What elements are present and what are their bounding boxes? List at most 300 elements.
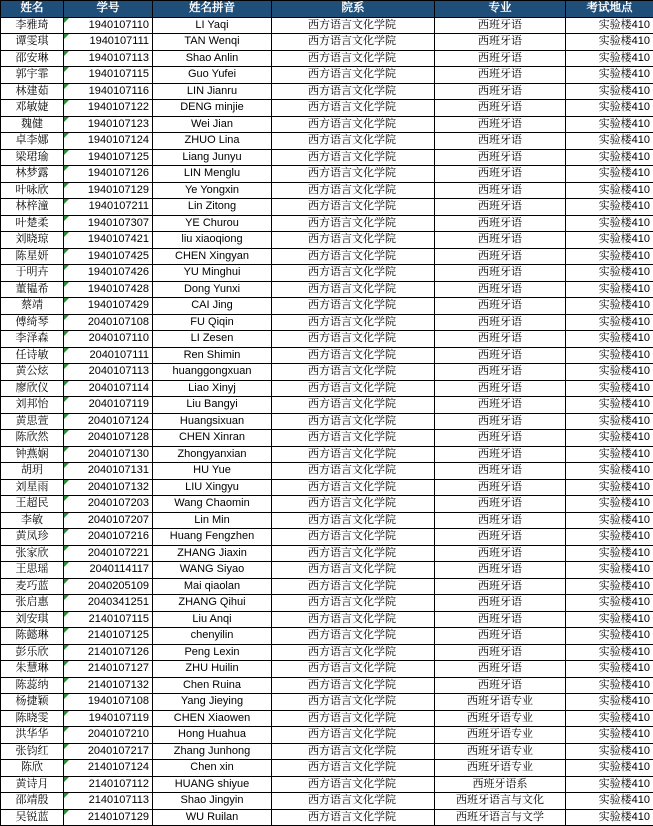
exam-location-cell[interactable]: 实验楼410 xyxy=(566,479,653,496)
name-cell[interactable]: 陈欣 xyxy=(1,760,64,777)
student-id-cell[interactable]: 1940107129 xyxy=(64,182,153,199)
major-cell[interactable]: 西班牙语 xyxy=(435,380,566,397)
name-cell[interactable]: 胡玥 xyxy=(1,463,64,480)
department-cell[interactable]: 西方语言文化学院 xyxy=(272,281,435,298)
student-id-cell[interactable]: 2140107112 xyxy=(64,776,153,793)
department-cell[interactable]: 西方语言文化学院 xyxy=(272,496,435,513)
exam-location-cell[interactable]: 实验楼410 xyxy=(566,199,653,216)
pinyin-cell[interactable]: Lin Zitong xyxy=(153,199,272,216)
name-cell[interactable]: 任诗敏 xyxy=(1,347,64,364)
department-cell[interactable]: 西方语言文化学院 xyxy=(272,199,435,216)
department-cell[interactable]: 西方语言文化学院 xyxy=(272,265,435,282)
pinyin-cell[interactable]: Guo Yufei xyxy=(153,67,272,84)
name-cell[interactable]: 林梦露 xyxy=(1,166,64,183)
student-id-cell[interactable]: 2040107124 xyxy=(64,413,153,430)
name-cell[interactable]: 黄公炫 xyxy=(1,364,64,381)
department-cell[interactable]: 西方语言文化学院 xyxy=(272,83,435,100)
pinyin-cell[interactable]: LIU Xingyu xyxy=(153,479,272,496)
pinyin-cell[interactable]: WU Ruilan xyxy=(153,809,272,826)
student-id-cell[interactable]: 2040107216 xyxy=(64,529,153,546)
exam-location-cell[interactable]: 实验楼410 xyxy=(566,347,653,364)
department-cell[interactable]: 西方语言文化学院 xyxy=(272,628,435,645)
exam-location-cell[interactable]: 实验楼410 xyxy=(566,512,653,529)
major-cell[interactable]: 西班牙语 xyxy=(435,413,566,430)
major-cell[interactable]: 西班牙语 xyxy=(435,545,566,562)
name-cell[interactable]: 杨捷颖 xyxy=(1,694,64,711)
header-department[interactable]: 院系 xyxy=(272,1,435,18)
name-cell[interactable]: 陈星妍 xyxy=(1,248,64,265)
major-cell[interactable]: 西班牙语 xyxy=(435,248,566,265)
major-cell[interactable]: 西班牙语 xyxy=(435,100,566,117)
major-cell[interactable]: 西班牙语 xyxy=(435,661,566,678)
department-cell[interactable]: 西方语言文化学院 xyxy=(272,347,435,364)
student-id-cell[interactable]: 2040107130 xyxy=(64,446,153,463)
student-id-cell[interactable]: 2040107108 xyxy=(64,314,153,331)
department-cell[interactable]: 西方语言文化学院 xyxy=(272,397,435,414)
department-cell[interactable]: 西方语言文化学院 xyxy=(272,215,435,232)
pinyin-cell[interactable]: Chen xin xyxy=(153,760,272,777)
name-cell[interactable]: 洪华华 xyxy=(1,727,64,744)
pinyin-cell[interactable]: Wei Jian xyxy=(153,116,272,133)
department-cell[interactable]: 西方语言文化学院 xyxy=(272,760,435,777)
department-cell[interactable]: 西方语言文化学院 xyxy=(272,727,435,744)
department-cell[interactable]: 西方语言文化学院 xyxy=(272,463,435,480)
name-cell[interactable]: 李雅琦 xyxy=(1,17,64,34)
exam-location-cell[interactable]: 实验楼410 xyxy=(566,83,653,100)
name-cell[interactable]: 黄思萱 xyxy=(1,413,64,430)
student-id-cell[interactable]: 2040107203 xyxy=(64,496,153,513)
exam-location-cell[interactable]: 实验楼410 xyxy=(566,545,653,562)
student-id-cell[interactable]: 2140107132 xyxy=(64,677,153,694)
name-cell[interactable]: 朱慧琳 xyxy=(1,661,64,678)
student-id-cell[interactable]: 1940107113 xyxy=(64,50,153,67)
major-cell[interactable]: 西班牙语 xyxy=(435,578,566,595)
pinyin-cell[interactable]: Yang Jieying xyxy=(153,694,272,711)
major-cell[interactable]: 西班牙语 xyxy=(435,397,566,414)
name-cell[interactable]: 黄诗月 xyxy=(1,776,64,793)
exam-location-cell[interactable]: 实验楼410 xyxy=(566,116,653,133)
exam-location-cell[interactable]: 实验楼410 xyxy=(566,760,653,777)
student-id-cell[interactable]: 2040107128 xyxy=(64,430,153,447)
name-cell[interactable]: 吴锐蓝 xyxy=(1,809,64,826)
student-id-cell[interactable]: 1940107123 xyxy=(64,116,153,133)
pinyin-cell[interactable]: Liu Bangyi xyxy=(153,397,272,414)
student-id-cell[interactable]: 1940107429 xyxy=(64,298,153,315)
major-cell[interactable]: 西班牙语 xyxy=(435,479,566,496)
name-cell[interactable]: 钟燕娴 xyxy=(1,446,64,463)
pinyin-cell[interactable]: LI Zesen xyxy=(153,331,272,348)
student-id-cell[interactable]: 2140107129 xyxy=(64,809,153,826)
student-id-cell[interactable]: 1940107124 xyxy=(64,133,153,150)
major-cell[interactable]: 西班牙语 xyxy=(435,265,566,282)
major-cell[interactable]: 西班牙语 xyxy=(435,628,566,645)
header-exam-location[interactable]: 考试地点 xyxy=(566,1,653,18)
pinyin-cell[interactable]: Mai qiaolan xyxy=(153,578,272,595)
exam-location-cell[interactable]: 实验楼410 xyxy=(566,463,653,480)
exam-location-cell[interactable]: 实验楼410 xyxy=(566,265,653,282)
student-id-cell[interactable]: 2040107114 xyxy=(64,380,153,397)
student-id-cell[interactable]: 2040107207 xyxy=(64,512,153,529)
major-cell[interactable]: 西班牙语 xyxy=(435,446,566,463)
student-id-cell[interactable]: 2040107210 xyxy=(64,727,153,744)
exam-location-cell[interactable]: 实验楼410 xyxy=(566,248,653,265)
major-cell[interactable]: 西班牙语 xyxy=(435,595,566,612)
major-cell[interactable]: 西班牙语 xyxy=(435,562,566,579)
major-cell[interactable]: 西班牙语 xyxy=(435,232,566,249)
name-cell[interactable]: 黄凤珍 xyxy=(1,529,64,546)
major-cell[interactable]: 西班牙语 xyxy=(435,83,566,100)
major-cell[interactable]: 西班牙语 xyxy=(435,17,566,34)
pinyin-cell[interactable]: Liang Junyu xyxy=(153,149,272,166)
major-cell[interactable]: 西班牙语言与文学 xyxy=(435,809,566,826)
department-cell[interactable]: 西方语言文化学院 xyxy=(272,694,435,711)
department-cell[interactable]: 西方语言文化学院 xyxy=(272,793,435,810)
pinyin-cell[interactable]: YU Minghui xyxy=(153,265,272,282)
exam-location-cell[interactable]: 实验楼410 xyxy=(566,710,653,727)
pinyin-cell[interactable]: CHEN Xingyan xyxy=(153,248,272,265)
major-cell[interactable]: 西班牙语专业 xyxy=(435,710,566,727)
department-cell[interactable]: 西方语言文化学院 xyxy=(272,116,435,133)
major-cell[interactable]: 西班牙语 xyxy=(435,182,566,199)
pinyin-cell[interactable]: Zhang Junhong xyxy=(153,743,272,760)
department-cell[interactable]: 西方语言文化学院 xyxy=(272,776,435,793)
name-cell[interactable]: 陈欣然 xyxy=(1,430,64,447)
pinyin-cell[interactable]: CHEN Xinran xyxy=(153,430,272,447)
exam-location-cell[interactable]: 实验楼410 xyxy=(566,611,653,628)
department-cell[interactable]: 西方语言文化学院 xyxy=(272,446,435,463)
major-cell[interactable]: 西班牙语 xyxy=(435,298,566,315)
pinyin-cell[interactable]: CAI Jing xyxy=(153,298,272,315)
exam-location-cell[interactable]: 实验楼410 xyxy=(566,628,653,645)
student-id-cell[interactable]: 1940107116 xyxy=(64,83,153,100)
pinyin-cell[interactable]: Huangsixuan xyxy=(153,413,272,430)
pinyin-cell[interactable]: Peng Lexin xyxy=(153,644,272,661)
student-id-cell[interactable]: 2040205109 xyxy=(64,578,153,595)
exam-location-cell[interactable]: 实验楼410 xyxy=(566,133,653,150)
major-cell[interactable]: 西班牙语 xyxy=(435,331,566,348)
major-cell[interactable]: 西班牙语 xyxy=(435,281,566,298)
header-name[interactable]: 姓名 xyxy=(1,1,64,18)
major-cell[interactable]: 西班牙语 xyxy=(435,463,566,480)
student-id-cell[interactable]: 2040107131 xyxy=(64,463,153,480)
student-id-cell[interactable]: 2140107115 xyxy=(64,611,153,628)
student-id-cell[interactable]: 1940107428 xyxy=(64,281,153,298)
student-id-cell[interactable]: 1940107125 xyxy=(64,149,153,166)
department-cell[interactable]: 西方语言文化学院 xyxy=(272,166,435,183)
student-id-cell[interactable]: 2040107132 xyxy=(64,479,153,496)
student-id-cell[interactable]: 2040107119 xyxy=(64,397,153,414)
exam-location-cell[interactable]: 实验楼410 xyxy=(566,67,653,84)
name-cell[interactable]: 梁珺瑜 xyxy=(1,149,64,166)
major-cell[interactable]: 西班牙语专业 xyxy=(435,760,566,777)
student-id-cell[interactable]: 1940107115 xyxy=(64,67,153,84)
exam-location-cell[interactable]: 实验楼410 xyxy=(566,743,653,760)
major-cell[interactable]: 西班牙语 xyxy=(435,364,566,381)
department-cell[interactable]: 西方语言文化学院 xyxy=(272,710,435,727)
student-id-cell[interactable]: 2040107113 xyxy=(64,364,153,381)
exam-location-cell[interactable]: 实验楼410 xyxy=(566,446,653,463)
exam-location-cell[interactable]: 实验楼410 xyxy=(566,413,653,430)
department-cell[interactable]: 西方语言文化学院 xyxy=(272,100,435,117)
exam-location-cell[interactable]: 实验楼410 xyxy=(566,496,653,513)
header-pinyin[interactable]: 姓名拼音 xyxy=(153,1,272,18)
name-cell[interactable]: 叶咏欣 xyxy=(1,182,64,199)
major-cell[interactable]: 西班牙语专业 xyxy=(435,727,566,744)
name-cell[interactable]: 张家欣 xyxy=(1,545,64,562)
pinyin-cell[interactable]: ZHANG Qihui xyxy=(153,595,272,612)
name-cell[interactable]: 李敏 xyxy=(1,512,64,529)
name-cell[interactable]: 刘安琪 xyxy=(1,611,64,628)
department-cell[interactable]: 西方语言文化学院 xyxy=(272,677,435,694)
department-cell[interactable]: 西方语言文化学院 xyxy=(272,644,435,661)
major-cell[interactable]: 西班牙语 xyxy=(435,215,566,232)
major-cell[interactable]: 西班牙语 xyxy=(435,496,566,513)
name-cell[interactable]: 魏健 xyxy=(1,116,64,133)
exam-location-cell[interactable]: 实验楼410 xyxy=(566,232,653,249)
pinyin-cell[interactable]: LIN Menglu xyxy=(153,166,272,183)
name-cell[interactable]: 刘星雨 xyxy=(1,479,64,496)
major-cell[interactable]: 西班牙语 xyxy=(435,512,566,529)
header-major[interactable]: 专业 xyxy=(435,1,566,18)
pinyin-cell[interactable]: LIN Jianru xyxy=(153,83,272,100)
major-cell[interactable]: 西班牙语 xyxy=(435,644,566,661)
exam-location-cell[interactable]: 实验楼410 xyxy=(566,364,653,381)
exam-location-cell[interactable]: 实验楼410 xyxy=(566,776,653,793)
name-cell[interactable]: 刘晓琼 xyxy=(1,232,64,249)
major-cell[interactable]: 西班牙语 xyxy=(435,166,566,183)
department-cell[interactable]: 西方语言文化学院 xyxy=(272,562,435,579)
pinyin-cell[interactable]: Liu Anqi xyxy=(153,611,272,628)
pinyin-cell[interactable]: LI Yaqi xyxy=(153,17,272,34)
department-cell[interactable]: 西方语言文化学院 xyxy=(272,529,435,546)
pinyin-cell[interactable]: Ye Yongxin xyxy=(153,182,272,199)
major-cell[interactable]: 西班牙语 xyxy=(435,611,566,628)
department-cell[interactable]: 西方语言文化学院 xyxy=(272,248,435,265)
major-cell[interactable]: 西班牙语 xyxy=(435,430,566,447)
name-cell[interactable]: 王超民 xyxy=(1,496,64,513)
student-id-cell[interactable]: 1940107122 xyxy=(64,100,153,117)
name-cell[interactable]: 邵靖殷 xyxy=(1,793,64,810)
department-cell[interactable]: 西方语言文化学院 xyxy=(272,34,435,51)
student-id-cell[interactable]: 1940107425 xyxy=(64,248,153,265)
major-cell[interactable]: 西班牙语专业 xyxy=(435,694,566,711)
exam-location-cell[interactable]: 实验楼410 xyxy=(566,215,653,232)
pinyin-cell[interactable]: Shao Anlin xyxy=(153,50,272,67)
exam-location-cell[interactable]: 实验楼410 xyxy=(566,100,653,117)
exam-location-cell[interactable]: 实验楼410 xyxy=(566,17,653,34)
major-cell[interactable]: 西班牙语 xyxy=(435,67,566,84)
department-cell[interactable]: 西方语言文化学院 xyxy=(272,364,435,381)
name-cell[interactable]: 董韫希 xyxy=(1,281,64,298)
exam-location-cell[interactable]: 实验楼410 xyxy=(566,809,653,826)
exam-location-cell[interactable]: 实验楼410 xyxy=(566,727,653,744)
name-cell[interactable]: 陈晓雯 xyxy=(1,710,64,727)
major-cell[interactable]: 西班牙语 xyxy=(435,149,566,166)
exam-location-cell[interactable]: 实验楼410 xyxy=(566,281,653,298)
student-id-cell[interactable]: 2140107113 xyxy=(64,793,153,810)
department-cell[interactable]: 西方语言文化学院 xyxy=(272,545,435,562)
name-cell[interactable]: 叶楚柔 xyxy=(1,215,64,232)
student-id-cell[interactable]: 2140107126 xyxy=(64,644,153,661)
department-cell[interactable]: 西方语言文化学院 xyxy=(272,314,435,331)
pinyin-cell[interactable]: YE Churou xyxy=(153,215,272,232)
department-cell[interactable]: 西方语言文化学院 xyxy=(272,67,435,84)
student-id-cell[interactable]: 1940107110 xyxy=(64,17,153,34)
pinyin-cell[interactable]: CHEN Xiaowen xyxy=(153,710,272,727)
student-id-cell[interactable]: 2040114117 xyxy=(64,562,153,579)
pinyin-cell[interactable]: FU Qiqin xyxy=(153,314,272,331)
exam-location-cell[interactable]: 实验楼410 xyxy=(566,34,653,51)
exam-location-cell[interactable]: 实验楼410 xyxy=(566,562,653,579)
pinyin-cell[interactable]: Zhongyanxian xyxy=(153,446,272,463)
exam-location-cell[interactable]: 实验楼410 xyxy=(566,694,653,711)
student-id-cell[interactable]: 2040107217 xyxy=(64,743,153,760)
pinyin-cell[interactable]: Shao Jingyin xyxy=(153,793,272,810)
student-id-cell[interactable]: 1940107426 xyxy=(64,265,153,282)
department-cell[interactable]: 西方语言文化学院 xyxy=(272,479,435,496)
exam-location-cell[interactable]: 实验楼410 xyxy=(566,314,653,331)
pinyin-cell[interactable]: Liao Xinyj xyxy=(153,380,272,397)
exam-location-cell[interactable]: 实验楼410 xyxy=(566,595,653,612)
student-id-cell[interactable]: 2040107110 xyxy=(64,331,153,348)
name-cell[interactable]: 卓李娜 xyxy=(1,133,64,150)
pinyin-cell[interactable]: Chen Ruina xyxy=(153,677,272,694)
student-id-cell[interactable]: 2140107127 xyxy=(64,661,153,678)
pinyin-cell[interactable]: HU Yue xyxy=(153,463,272,480)
department-cell[interactable]: 西方语言文化学院 xyxy=(272,149,435,166)
name-cell[interactable]: 邵安琳 xyxy=(1,50,64,67)
pinyin-cell[interactable]: Dong Yunxi xyxy=(153,281,272,298)
major-cell[interactable]: 西班牙语 xyxy=(435,314,566,331)
student-id-cell[interactable]: 2040107221 xyxy=(64,545,153,562)
exam-location-cell[interactable]: 实验楼410 xyxy=(566,430,653,447)
pinyin-cell[interactable]: TAN Wenqi xyxy=(153,34,272,51)
header-student-id[interactable]: 学号 xyxy=(64,1,153,18)
department-cell[interactable]: 西方语言文化学院 xyxy=(272,182,435,199)
name-cell[interactable]: 李泽森 xyxy=(1,331,64,348)
student-id-cell[interactable]: 1940107108 xyxy=(64,694,153,711)
pinyin-cell[interactable]: DENG minjie xyxy=(153,100,272,117)
name-cell[interactable]: 郭宇霏 xyxy=(1,67,64,84)
name-cell[interactable]: 傅绮琴 xyxy=(1,314,64,331)
pinyin-cell[interactable]: huanggongxuan xyxy=(153,364,272,381)
department-cell[interactable]: 西方语言文化学院 xyxy=(272,133,435,150)
pinyin-cell[interactable]: Lin Min xyxy=(153,512,272,529)
major-cell[interactable]: 西班牙语 xyxy=(435,347,566,364)
exam-location-cell[interactable]: 实验楼410 xyxy=(566,380,653,397)
exam-location-cell[interactable]: 实验楼410 xyxy=(566,578,653,595)
exam-location-cell[interactable]: 实验楼410 xyxy=(566,182,653,199)
exam-location-cell[interactable]: 实验楼410 xyxy=(566,529,653,546)
exam-location-cell[interactable]: 实验楼410 xyxy=(566,298,653,315)
department-cell[interactable]: 西方语言文化学院 xyxy=(272,578,435,595)
exam-location-cell[interactable]: 实验楼410 xyxy=(566,793,653,810)
student-id-cell[interactable]: 2040341251 xyxy=(64,595,153,612)
major-cell[interactable]: 西班牙语系 xyxy=(435,776,566,793)
pinyin-cell[interactable]: ZHU Huilin xyxy=(153,661,272,678)
pinyin-cell[interactable]: Wang Chaomin xyxy=(153,496,272,513)
exam-location-cell[interactable]: 实验楼410 xyxy=(566,677,653,694)
department-cell[interactable]: 西方语言文化学院 xyxy=(272,50,435,67)
name-cell[interactable]: 张钧红 xyxy=(1,743,64,760)
exam-location-cell[interactable]: 实验楼410 xyxy=(566,397,653,414)
department-cell[interactable]: 西方语言文化学院 xyxy=(272,743,435,760)
department-cell[interactable]: 西方语言文化学院 xyxy=(272,413,435,430)
name-cell[interactable]: 刘邦怡 xyxy=(1,397,64,414)
major-cell[interactable]: 西班牙语言与文化 xyxy=(435,793,566,810)
name-cell[interactable]: 林建茹 xyxy=(1,83,64,100)
pinyin-cell[interactable]: ZHUO Lina xyxy=(153,133,272,150)
exam-location-cell[interactable]: 实验楼410 xyxy=(566,166,653,183)
major-cell[interactable]: 西班牙语专业 xyxy=(435,743,566,760)
exam-location-cell[interactable]: 实验楼410 xyxy=(566,661,653,678)
exam-location-cell[interactable]: 实验楼410 xyxy=(566,149,653,166)
pinyin-cell[interactable]: liu xiaoqiong xyxy=(153,232,272,249)
name-cell[interactable]: 陈蕊纳 xyxy=(1,677,64,694)
pinyin-cell[interactable]: Huang Fengzhen xyxy=(153,529,272,546)
exam-location-cell[interactable]: 实验楼410 xyxy=(566,50,653,67)
department-cell[interactable]: 西方语言文化学院 xyxy=(272,17,435,34)
pinyin-cell[interactable]: Ren Shimin xyxy=(153,347,272,364)
student-id-cell[interactable]: 1940107421 xyxy=(64,232,153,249)
pinyin-cell[interactable]: HUANG shiyue xyxy=(153,776,272,793)
pinyin-cell[interactable]: WANG Siyao xyxy=(153,562,272,579)
major-cell[interactable]: 西班牙语 xyxy=(435,677,566,694)
department-cell[interactable]: 西方语言文化学院 xyxy=(272,331,435,348)
department-cell[interactable]: 西方语言文化学院 xyxy=(272,430,435,447)
student-id-cell[interactable]: 1940107126 xyxy=(64,166,153,183)
student-id-cell[interactable]: 1940107307 xyxy=(64,215,153,232)
name-cell[interactable]: 蔡靖 xyxy=(1,298,64,315)
department-cell[interactable]: 西方语言文化学院 xyxy=(272,809,435,826)
name-cell[interactable]: 廖欣仪 xyxy=(1,380,64,397)
name-cell[interactable]: 谭雯琪 xyxy=(1,34,64,51)
department-cell[interactable]: 西方语言文化学院 xyxy=(272,611,435,628)
exam-location-cell[interactable]: 实验楼410 xyxy=(566,644,653,661)
name-cell[interactable]: 彭乐欣 xyxy=(1,644,64,661)
department-cell[interactable]: 西方语言文化学院 xyxy=(272,595,435,612)
exam-location-cell[interactable]: 实验楼410 xyxy=(566,331,653,348)
major-cell[interactable]: 西班牙语 xyxy=(435,116,566,133)
name-cell[interactable]: 于明卉 xyxy=(1,265,64,282)
major-cell[interactable]: 西班牙语 xyxy=(435,50,566,67)
name-cell[interactable]: 张启惠 xyxy=(1,595,64,612)
pinyin-cell[interactable]: chenyilin xyxy=(153,628,272,645)
department-cell[interactable]: 西方语言文化学院 xyxy=(272,298,435,315)
name-cell[interactable]: 邓敏婕 xyxy=(1,100,64,117)
student-id-cell[interactable]: 1940107211 xyxy=(64,199,153,216)
student-id-cell[interactable]: 2140107124 xyxy=(64,760,153,777)
major-cell[interactable]: 西班牙语 xyxy=(435,529,566,546)
department-cell[interactable]: 西方语言文化学院 xyxy=(272,232,435,249)
major-cell[interactable]: 西班牙语 xyxy=(435,133,566,150)
student-id-cell[interactable]: 1940107119 xyxy=(64,710,153,727)
name-cell[interactable]: 王思瑶 xyxy=(1,562,64,579)
name-cell[interactable]: 林梓潼 xyxy=(1,199,64,216)
major-cell[interactable]: 西班牙语 xyxy=(435,199,566,216)
pinyin-cell[interactable]: Hong Huahua xyxy=(153,727,272,744)
department-cell[interactable]: 西方语言文化学院 xyxy=(272,512,435,529)
name-cell[interactable]: 陈懿琳 xyxy=(1,628,64,645)
major-cell[interactable]: 西班牙语 xyxy=(435,34,566,51)
department-cell[interactable]: 西方语言文化学院 xyxy=(272,380,435,397)
pinyin-cell[interactable]: ZHANG Jiaxin xyxy=(153,545,272,562)
student-id-cell[interactable]: 2040107111 xyxy=(64,347,153,364)
student-id-cell[interactable]: 1940107111 xyxy=(64,34,153,51)
department-cell[interactable]: 西方语言文化学院 xyxy=(272,661,435,678)
student-id-cell[interactable]: 2140107125 xyxy=(64,628,153,645)
name-cell[interactable]: 麦巧蓝 xyxy=(1,578,64,595)
